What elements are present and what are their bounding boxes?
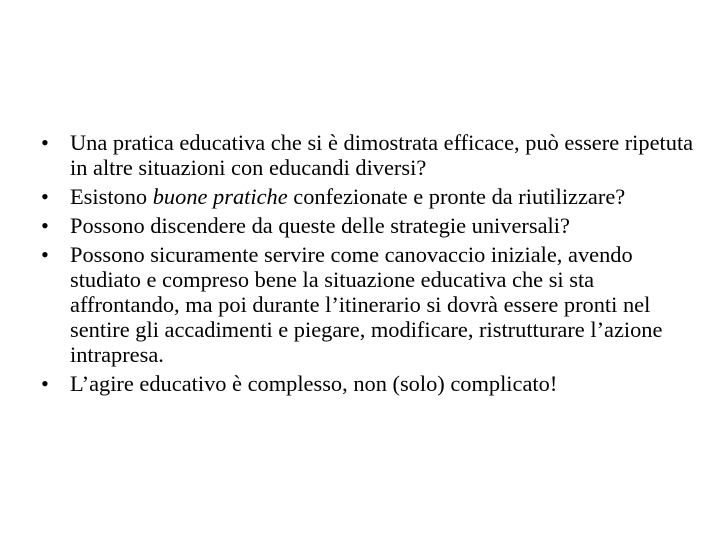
bullet-item-complexity xyxy=(41,371,701,396)
bullet-item-good-practices xyxy=(41,184,701,209)
bullet-icon: • xyxy=(41,213,49,238)
bullet-text-italic: buone pratiche xyxy=(152,184,288,209)
bullet-text-before: Esistono xyxy=(70,184,153,209)
bullet-text: Possono discendere da queste delle strategie universali? xyxy=(70,213,570,238)
bullet-icon: • xyxy=(41,184,49,209)
bullet-text-after: confezionate e pronte da riutilizzare? xyxy=(287,184,626,209)
bullet-text: Una pratica educativa che si è dimostrata efficace, può essere ripetuta in altre situazioni con educandi diversi? xyxy=(70,130,694,180)
bullet-icon: • xyxy=(41,130,49,155)
bullet-icon: • xyxy=(41,371,49,396)
bullet-item-universal-strategies xyxy=(41,213,701,238)
bullet-text: Possono sicuramente servire come canovaccio iniziale, avendo studiato e compreso bene la situazione educativa che si sta affrontando, ma poi durante l’itinerario si dovrà essere pronti nel sentire gli accadimenti e piegare, modificare, ristrutturare l’azione intrapresa. xyxy=(70,242,663,367)
bullet-list xyxy=(41,130,701,400)
bullet-text: L’agire educativo è complesso, non (solo) complicato! xyxy=(70,371,558,396)
bullet-icon: • xyxy=(41,242,49,267)
bullet-item-reuse-question xyxy=(41,130,701,180)
bullet-item-canvas xyxy=(41,242,701,367)
